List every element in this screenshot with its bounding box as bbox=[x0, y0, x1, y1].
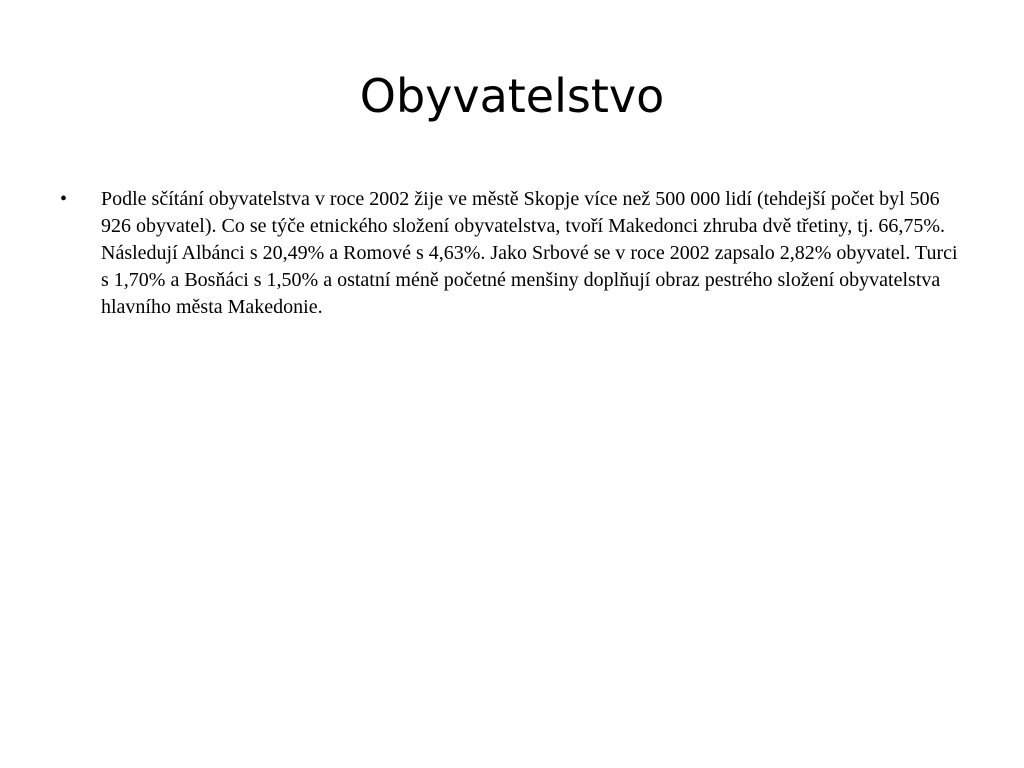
bullet-marker: • bbox=[60, 188, 68, 210]
slide-content bbox=[60, 186, 968, 321]
bullet-item bbox=[60, 186, 968, 321]
bullet-text: Podle sčítání obyvatelstva v roce 2002 žije ve městě Skopje více než 500 000 lidí (tehdejší počet byl 506 926 obyvatel). Co se týče etnického složení obyvatelstva, tvoří Makedonci zhruba dvě třetiny, tj. 66,75%. Následují Albánci s 20,49% a Romové s 4,63%. Jako Srbové se v roce 2002 zapsalo 2,82% obyvatel. Turci s 1,70% a Bosňáci s 1,50% a ostatní méně početné menšiny doplňují obraz pestrého složení obyvatelstva hlavního města Makedonie. bbox=[101, 188, 958, 318]
slide-title: Obyvatelstvo bbox=[359, 69, 665, 123]
